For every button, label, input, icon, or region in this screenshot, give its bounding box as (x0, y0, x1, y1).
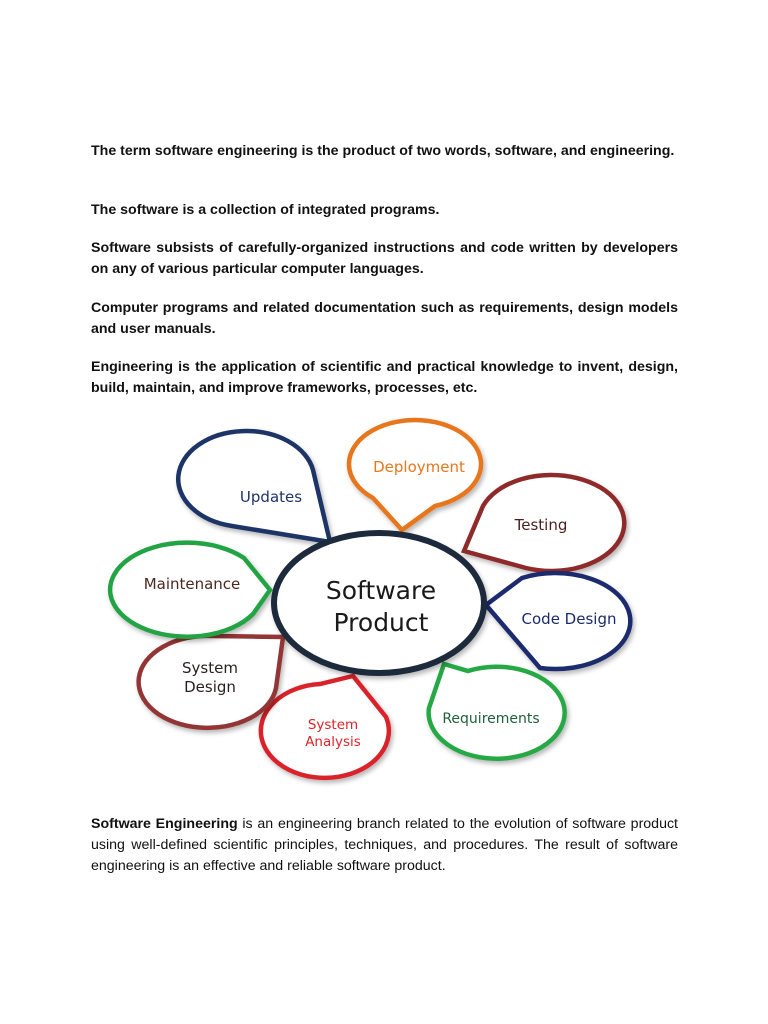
petal-updates-label: Updates (239, 488, 303, 506)
paragraph-definition: The term software engineering is the product of two words, software, and engineering. (91, 143, 675, 159)
petal-updates (178, 431, 330, 542)
petal-maintenance-label: Maintenance (143, 575, 241, 593)
petal-system-analysis-line2: Analysis (305, 734, 361, 750)
paragraph-computer-programs: Computer programs and related documentation such as requirements, design models and user manuals. (91, 300, 678, 337)
paragraph-software-subsists: Software subsists of carefully-organized instructions and code written by developers on any of various particular computer languages. (91, 240, 678, 277)
paragraph-software: The software is a collection of integrated programs. (91, 202, 440, 218)
petal-requirements-label: Requirements (442, 711, 540, 727)
paragraph-engineering: Engineering is the application of scientific and practical knowledge to invent, design, build, maintain, and improve frameworks, processes, etc. (91, 359, 678, 396)
center-title-line2: Product (333, 608, 429, 637)
center-title-line1: Software (325, 576, 437, 605)
petal-updates-outline (178, 431, 330, 542)
petal-testing-label: Testing (514, 516, 568, 534)
petal-system-analysis-line1: System (307, 717, 359, 733)
summary-lead-term: Software Engineering (91, 816, 238, 832)
paragraph-summary (91, 814, 678, 877)
petal-system-design-line2: Design (184, 678, 236, 696)
petal-code-design-label: Code Design (521, 610, 617, 628)
petal-deployment-label: Deployment (373, 458, 465, 476)
petal-system-design-line1: System (182, 659, 238, 677)
summary-text: is an engineering branch related to the evolution of software product using well-defined scientific principles, techniques, and procedures. The result of software engineering is an effective and reliable software product. (91, 816, 678, 874)
